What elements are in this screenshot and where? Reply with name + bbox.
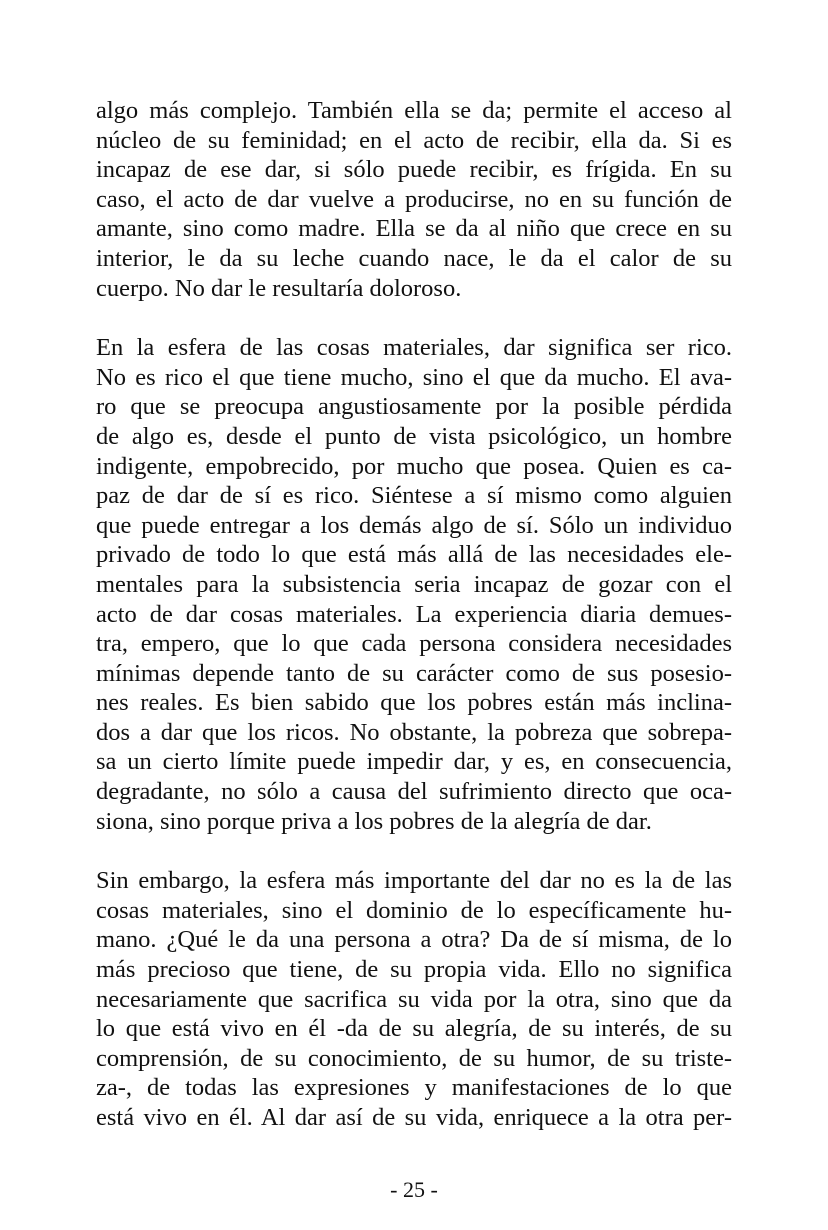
- text-line: sa un cierto límite puede impedir dar, y es, en consecuencia,: [96, 748, 732, 776]
- text-line: No es rico el que tiene mucho, sino el que da mucho. El ava-: [96, 363, 732, 391]
- text-line: Sin embargo, la esfera más importante del dar no es la de las: [96, 867, 732, 895]
- text-line: siona, sino porque priva a los pobres de la alegría de dar.: [96, 807, 652, 835]
- text-line: mentales para la subsistencia seria incapaz de gozar con el: [96, 570, 732, 598]
- text-line: nes reales. Es bien sabido que los pobres están más inclina-: [96, 689, 732, 717]
- text-line: está vivo en él. Al dar así de su vida, enriquece a la otra per-: [96, 1104, 732, 1131]
- text-line: mano. ¿Qué le da una persona a otra? Da de sí misma, de lo: [96, 926, 732, 954]
- page-number: - 25 -: [390, 1177, 438, 1202]
- text-line: necesariamente que sacrifica su vida por la otra, sino que da: [96, 985, 732, 1013]
- text-line: lo que está vivo en él -da de su alegría, de su interés, de su: [96, 1015, 732, 1043]
- text-line: tra, empero, que lo que cada persona considera necesidades: [96, 630, 732, 658]
- paragraph-2: [96, 333, 732, 836]
- text-line: En la esfera de las cosas materiales, dar significa ser rico.: [96, 334, 732, 362]
- text-line: paz de dar de sí es rico. Siéntese a sí mismo como alguien: [96, 482, 732, 510]
- text-line: amante, sino como madre. Ella se da al niño que crece en su: [96, 215, 732, 243]
- text-line: algo más complejo. También ella se da; permite el acceso al: [96, 97, 732, 124]
- paragraph-3: [96, 866, 732, 1132]
- text-line: incapaz de ese dar, si sólo puede recibir, es frígida. En su: [96, 156, 732, 184]
- paragraph-1: [96, 96, 732, 303]
- text-line: interior, le da su leche cuando nace, le da el calor de su: [96, 244, 732, 272]
- text-line: degradante, no sólo a causa del sufrimiento directo que oca-: [96, 778, 732, 806]
- text-line: comprensión, de su conocimiento, de su humor, de su triste-: [96, 1044, 732, 1072]
- text-line: mínimas depende tanto de su carácter como de sus posesio-: [96, 659, 732, 687]
- text-line: caso, el acto de dar vuelve a producirse, no en su función de: [96, 185, 732, 213]
- page-body: [96, 96, 732, 1163]
- text-line: indigente, empobrecido, por mucho que posea. Quien es ca-: [96, 452, 732, 480]
- text-line: privado de todo lo que está más allá de las necesidades ele-: [96, 541, 732, 569]
- text-line: za-, de todas las expresiones y manifestaciones de lo que: [96, 1074, 732, 1102]
- text-line: que puede entregar a los demás algo de sí. Sólo un individuo: [96, 511, 732, 539]
- text-line: más precioso que tiene, de su propia vida. Ello no significa: [96, 956, 732, 984]
- text-line: de algo es, desde el punto de vista psicológico, un hombre: [96, 422, 732, 450]
- text-line: núcleo de su feminidad; en el acto de recibir, ella da. Si es: [96, 126, 732, 154]
- text-line: acto de dar cosas materiales. La experiencia diaria demues-: [96, 600, 732, 628]
- text-line: cosas materiales, sino el dominio de lo específicamente hu-: [96, 896, 732, 924]
- text-line: ro que se preocupa angustiosamente por la posible pérdida: [96, 393, 732, 421]
- text-line: dos a dar que los ricos. No obstante, la pobreza que sobrepa-: [96, 718, 732, 746]
- text-line: cuerpo. No dar le resultaría doloroso.: [96, 274, 462, 302]
